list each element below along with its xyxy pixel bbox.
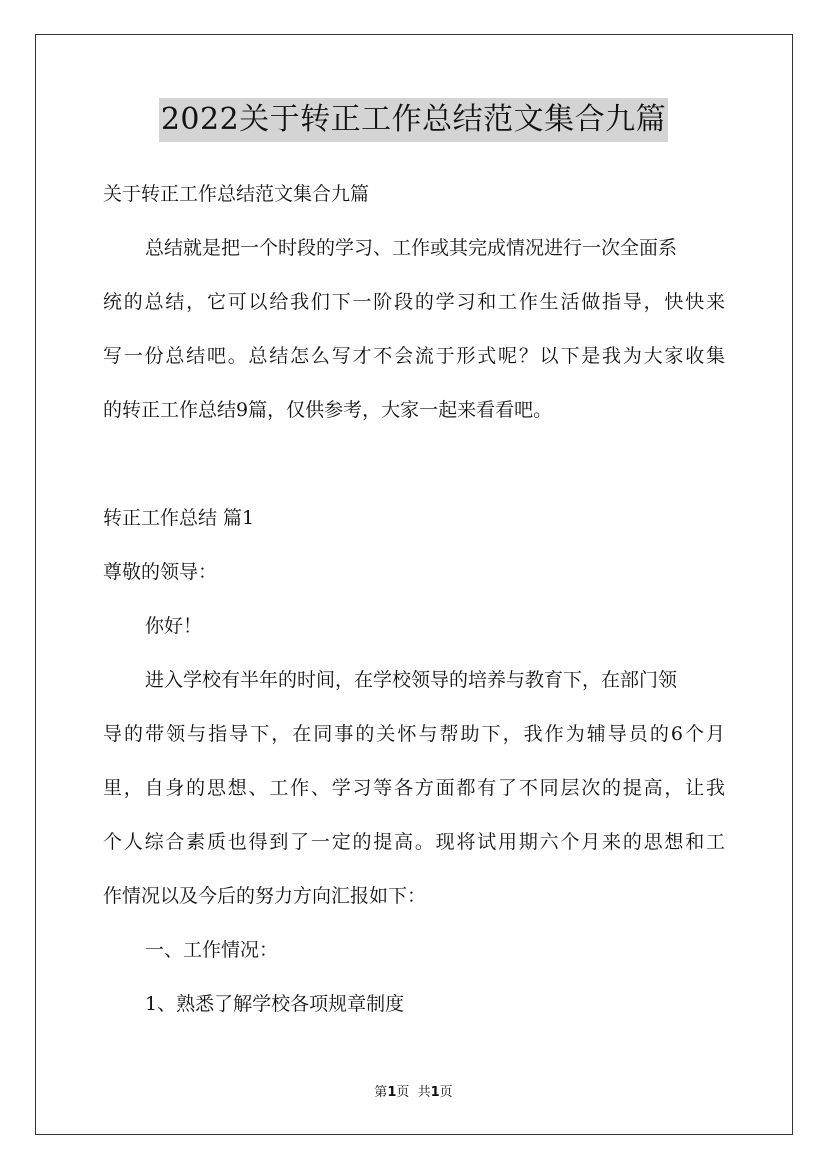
- body-line: 作情况以及今后的努力方向汇报如下：: [103, 885, 427, 907]
- intro-line: 统的总结，它可以给我们下一阶段的学习和工作生活做指导，快快来: [103, 291, 725, 313]
- section-subpoint: 1、熟悉了解学校各项规章制度: [145, 993, 405, 1015]
- footer-page-number: 1: [387, 1085, 397, 1100]
- intro-line: 写一份总结吧。总结怎么写才不会流于形式呢？以下是我为大家收集: [103, 345, 725, 367]
- title-container: [0, 98, 827, 142]
- body-line: 里，自身的思想、工作、学习等各方面都有了不同层次的提高，让我: [103, 777, 725, 799]
- salutation: 尊敬的领导：: [103, 561, 218, 583]
- section-heading: 转正工作总结 篇1: [103, 507, 255, 529]
- footer-prefix: 第: [374, 1085, 388, 1100]
- document-subtitle: 关于转正工作总结范文集合九篇: [103, 183, 370, 205]
- intro-line: 总结就是把一个时段的学习、工作或其完成情况进行一次全面系: [145, 237, 678, 259]
- intro-line: 的转正工作总结9篇，仅供参考，大家一起来看看吧。: [103, 399, 553, 421]
- document-title: 2022关于转正工作总结范文集合九篇: [159, 98, 668, 142]
- footer-suffix: 页: [439, 1085, 453, 1100]
- footer-page-total: 1: [430, 1085, 440, 1100]
- body-line: 导的带领与指导下，在同事的关怀与帮助下，我作为辅导员的6个月: [103, 723, 725, 745]
- body-line: 进入学校有半年的时间，在学校领导的培养与教育下，在部门领: [145, 669, 678, 691]
- footer-mid: 页 共: [396, 1085, 431, 1100]
- greeting: 你好！: [145, 615, 203, 637]
- body-line: 个人综合素质也得到了一定的提高。现将试用期六个月来的思想和工: [103, 831, 725, 853]
- page-footer: [0, 1084, 827, 1102]
- section-point: 一、工作情况：: [145, 939, 279, 961]
